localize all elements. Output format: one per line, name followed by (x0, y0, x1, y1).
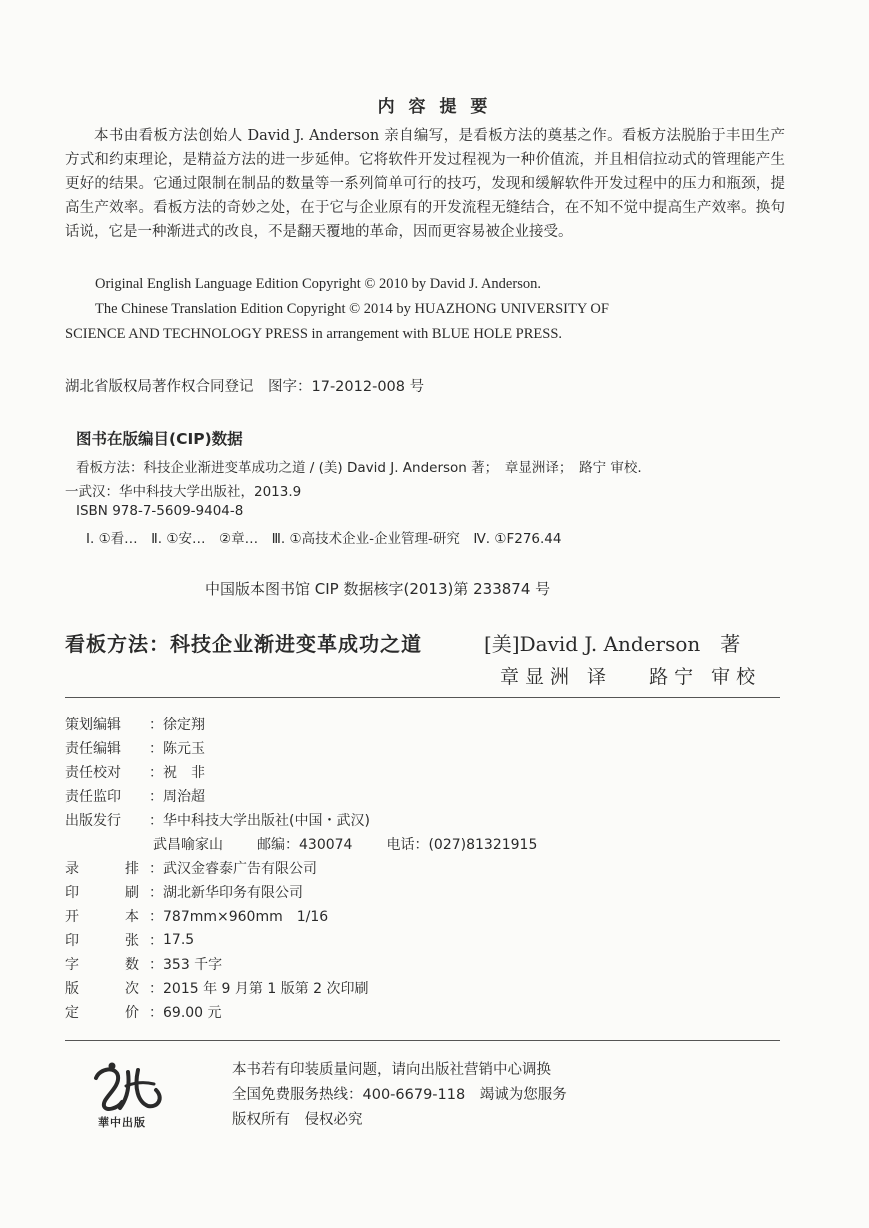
imprint-value: 祝 非 (163, 765, 205, 781)
notice-line: 版权所有 侵权必究 (232, 1112, 363, 1128)
spec-label (65, 906, 149, 926)
address-row (65, 832, 780, 856)
spec-label-char: 定 (65, 1005, 79, 1021)
divider-bottom (65, 1040, 780, 1041)
spec-label (65, 954, 149, 974)
imprint-value: 周治超 (163, 789, 205, 805)
abstract-paragraph: 本书由看板方法创始人 David J. Anderson 亲自编写，是看板方法的奠基之作。看板方法脱胎于丰田生产方式和约束理论，是精益方法的进一步延伸。它将软件开发过程视为一种价值流，并且相信拉动式的管理能产生更好的结果。它通过限制在制品的数量等一系列简单可行的技巧，发现和缓解软件开发过程中的压力和瓶颈，提高生产效率。看板方法的奇妙之处，在于它与企业原有的开发流程无缝结合，在不知不觉中提高生产效率。换句话说，它是一种渐进式的改良，不是翻天覆地的革命，因而更容易被企业接受。 (65, 128, 785, 240)
spec-label-char: 开 (65, 909, 79, 925)
press-logo-text: 華中出版 (98, 1116, 146, 1129)
imprint-label: 责任编辑 (65, 741, 121, 757)
cip-isbn: ISBN 978-7-5609-9404-8 (76, 503, 244, 519)
spec-row: 字 数 ： 353 千字 (65, 952, 780, 976)
spec-row: 录 排 ： 武汉金睿泰广告有限公司 (65, 856, 780, 880)
spec-label (65, 930, 149, 950)
imprint-row: 出版发行 ： 华中科技大学出版社(中国・武汉) (65, 808, 780, 832)
copyright-translation-cont: SCIENCE AND TECHNOLOGY PRESS in arrangement with BLUE HOLE PRESS. (65, 326, 563, 342)
cip-number: 中国版本图书馆 CIP 数据核字(2013)第 233874 号 (205, 580, 551, 598)
contract-registration: 湖北省版权局著作权合同登记 图字：17-2012-008 号 (65, 379, 425, 395)
spec-value: 353 千字 (163, 957, 223, 973)
spec-label (65, 978, 149, 998)
imprint-block (65, 712, 780, 1024)
imprint-value: 华中科技大学出版社(中国・武汉) (163, 813, 370, 829)
spec-label-char: 字 (65, 957, 79, 973)
spec-value: 787mm×960mm 1/16 (163, 909, 329, 925)
notice-block (232, 1058, 567, 1133)
spec-label-char: 价 (125, 1005, 139, 1021)
imprint-value: 陈元玉 (163, 741, 205, 757)
spec-label-char: 数 (125, 957, 139, 973)
spec-label (65, 882, 149, 902)
book-title: 看板方法：科技企业渐进变革成功之道 (65, 632, 422, 656)
notice-line: 本书若有印装质量问题，请向出版社营销中心调换 (232, 1062, 551, 1078)
imprint-value: 徐定翔 (163, 717, 205, 733)
imprint-label: 出版发行 (65, 813, 121, 829)
spec-value: 69.00 元 (163, 1005, 222, 1021)
address-phone: 电话：(027)81321915 (386, 837, 538, 853)
spec-row: 定 价 ： 69.00 元 (65, 1000, 780, 1024)
spec-value: 17.5 (163, 932, 195, 948)
spec-row: 印 张 ： 17.5 (65, 928, 780, 952)
imprint-label: 责任校对 (65, 765, 121, 781)
cip-heading: 图书在版编目(CIP)数据 (76, 430, 243, 448)
spec-value: 武汉金睿泰广告有限公司 (163, 861, 317, 877)
spec-label-char: 本 (125, 909, 139, 925)
imprint-label: 策划编辑 (65, 717, 121, 733)
imprint-row: 策划编辑 ： 徐定翔 (65, 712, 780, 736)
spec-value: 湖北新华印务有限公司 (163, 885, 303, 901)
notice-line: 全国免费服务热线：400-6679-118 竭诚为您服务 (232, 1087, 567, 1103)
spec-label-char: 排 (125, 861, 139, 877)
book-author: [美]David J. Anderson 著 (484, 632, 741, 656)
cip-line-2: 一武汉：华中科技大学出版社，2013.9 (65, 484, 302, 500)
spec-label-char: 录 (65, 861, 79, 877)
cip-line-1: 看板方法：科技企业渐进变革成功之道 / (美) David J. Anderson 著； 章显洲译； 路宁 审校. (76, 460, 642, 476)
imprint-row: 责任监印 ： 周治超 (65, 784, 780, 808)
spec-label-char: 印 (65, 933, 79, 949)
copyright-original: Original English Language Edition Copyright © 2010 by David J. Anderson. (95, 276, 541, 292)
spec-row: 开 本 ： 787mm×960mm 1/16 (65, 904, 780, 928)
spec-label (65, 1002, 149, 1022)
spec-label (65, 858, 149, 878)
imprint-label: 责任监印 (65, 789, 121, 805)
spec-row: 版 次 ： 2015 年 9 月第 1 版第 2 次印刷 (65, 976, 780, 1000)
imprint-row: 责任编辑 ： 陈元玉 (65, 736, 780, 760)
cip-classification: Ⅰ. ①看… Ⅱ. ①安… ②章… Ⅲ. ①高技术企业-企业管理-研究 Ⅳ. ①F276.44 (86, 531, 562, 547)
divider-top (65, 697, 780, 698)
spec-label-char: 印 (65, 885, 79, 901)
spec-label-char: 次 (125, 981, 139, 997)
address-postcode: 邮编：430074 (257, 837, 353, 853)
book-translators: 章显洲 译 路宁 审校 (500, 666, 762, 688)
imprint-row: 责任校对 ： 祝 非 (65, 760, 780, 784)
spec-label-char: 版 (65, 981, 79, 997)
spec-label-char: 张 (125, 933, 139, 949)
spec-value: 2015 年 9 月第 1 版第 2 次印刷 (163, 981, 369, 997)
copyright-translation: The Chinese Translation Edition Copyright © 2014 by HUAZHONG UNIVERSITY OF (95, 301, 609, 317)
spec-label-char: 刷 (125, 885, 139, 901)
spec-row: 印 刷 ： 湖北新华印务有限公司 (65, 880, 780, 904)
address-place: 武昌喻家山 (153, 837, 223, 853)
abstract-title: 内 容 提 要 (377, 97, 492, 117)
